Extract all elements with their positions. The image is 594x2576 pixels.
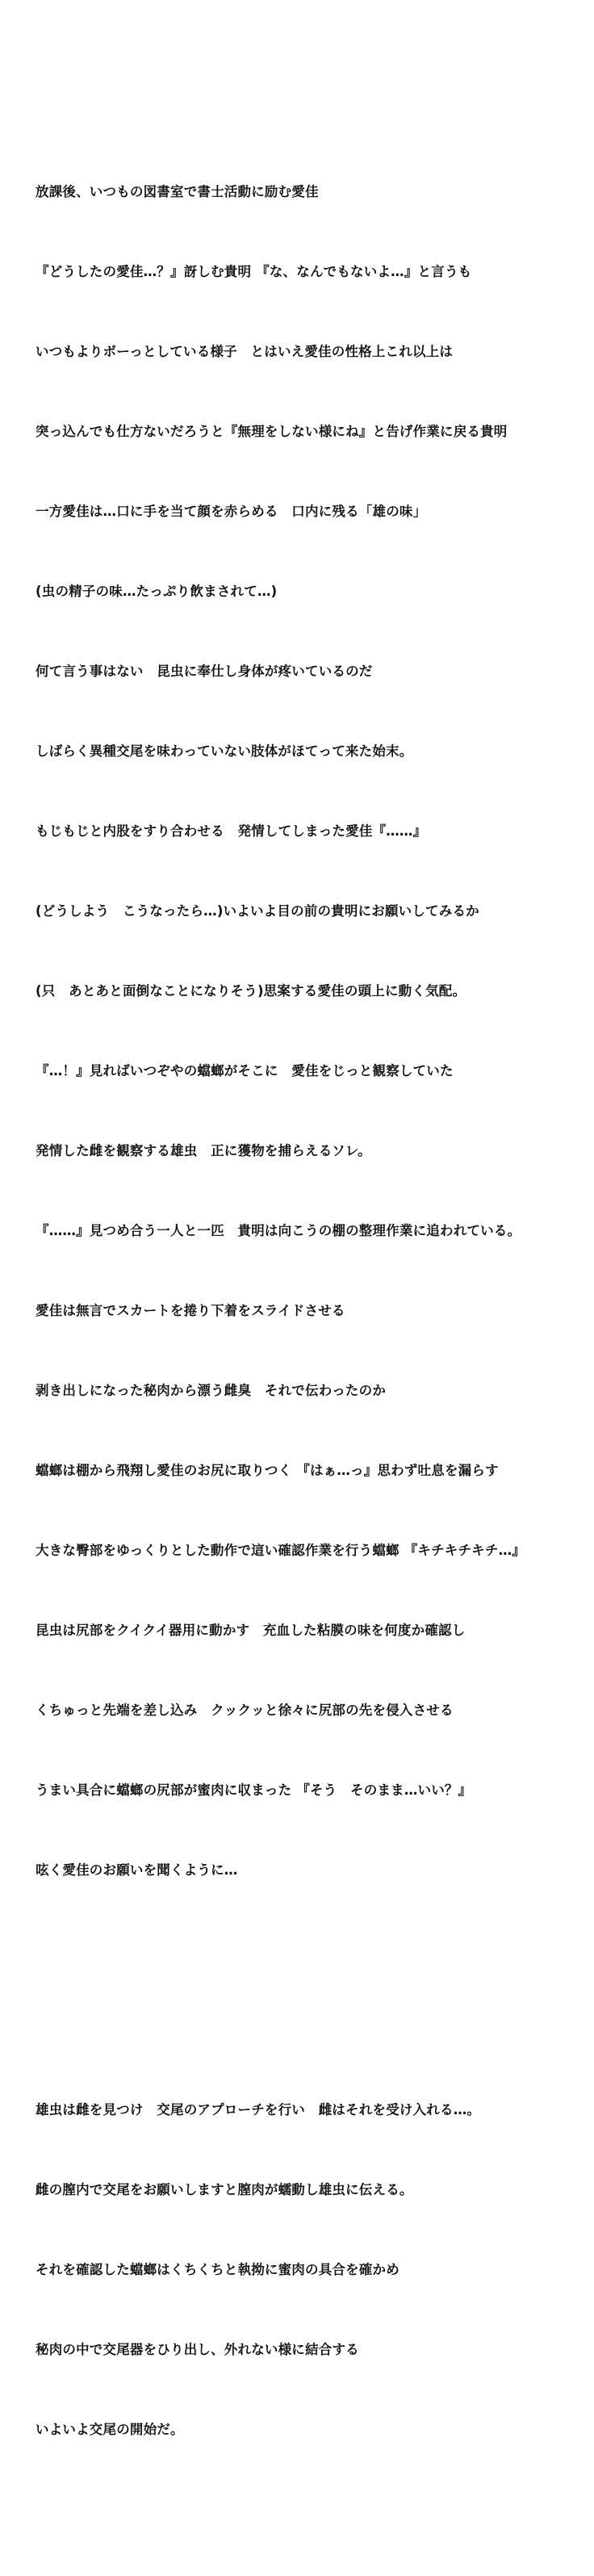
paragraph-1 bbox=[36, 125, 558, 1937]
text-line: 突っ込んでも仕方ないだろうと『無理をしない様にね』と告げ作業に戻る貴明 bbox=[36, 424, 508, 439]
text-line: (虫の精子の味…たっぷり飲まされて…) bbox=[36, 584, 278, 599]
text-line: 雌の膣内で交尾をお願いしますと膣肉が蠕動し雄虫に伝える。 bbox=[36, 2182, 413, 2197]
text-line: くちゅっと先端を差し込み クックッと徐々に尻部の先を侵入させる bbox=[36, 1703, 454, 1718]
text-line: いよいよ交尾の開始だ。 bbox=[36, 2422, 184, 2437]
text-line: 昆虫は尻部をクイクイ器用に動かす 充血した粘膜の味を何度か確認し bbox=[36, 1623, 466, 1638]
text-line: 蟷螂は棚から飛翔し愛佳のお尻に取りつく 『はぁ…っ』思わず吐息を漏らす bbox=[36, 1463, 499, 1478]
text-line: それを確認した蟷螂はくちくちと執拗に蜜肉の具合を確かめ bbox=[36, 2262, 399, 2277]
text-line: もじもじと内股をすり合わせる 発情してしまった愛佳『……』 bbox=[36, 823, 427, 839]
text-line: 『…！』見ればいつぞやの蟷螂がそこに 愛佳をじっと観察していた bbox=[36, 1063, 454, 1079]
text-line: いつもよりボーっとしている様子 とはいえ愛佳の性格上これ以上は bbox=[36, 344, 454, 359]
text-line: 放課後、いつもの図書室で書士活動に励む愛佳 bbox=[36, 184, 319, 199]
text-line: 『どうしたの愛佳…？』訝しむ貴明 『な、なんでもないよ…』と言うも bbox=[36, 264, 472, 279]
text-line: 『……』見つめ合う一人と一匹 貴明は向こうの棚の整理作業に追われている。 bbox=[36, 1223, 521, 1238]
text-line: (只 あとあと面倒なことになりそう)思案する愛佳の頭上に動く気配。 bbox=[36, 983, 466, 999]
text-line: (どうしよう こうなったら…)いよいよ目の前の貴明にお願いしてみるか bbox=[36, 903, 479, 919]
text-line: 大きな臀部をゆっくりとした動作で這い確認作業を行う蟷螂 『キチキチキチ…』 bbox=[36, 1543, 525, 1558]
text-line: うまい具合に蟷螂の尻部が蜜肉に収まった 『そう そのまま…いい？』 bbox=[36, 1782, 472, 1798]
text-line: 雄虫は雌を見つけ 交尾のアプローチを行い 雌はそれを受け入れる…。 bbox=[36, 2102, 481, 2117]
document-text bbox=[36, 45, 558, 2576]
text-line: しばらく異種交尾を味わっていない肢体がほてって来た始末。 bbox=[36, 743, 413, 759]
text-line: 呟く愛佳のお願いを聞くように… bbox=[36, 1862, 238, 1878]
text-line: 愛佳は無言でスカートを捲り下着をスライドさせる bbox=[36, 1303, 345, 1318]
paragraph-2 bbox=[36, 2043, 558, 2496]
text-line: 発情した雌を観察する雄虫 正に獲物を捕らえるソレ。 bbox=[36, 1143, 371, 1158]
text-line: 何て言う事はない 昆虫に奉仕し身体が疼いているのだ bbox=[36, 664, 373, 679]
text-line: 秘肉の中で交尾器をひり出し、外れない様に結合する bbox=[36, 2342, 359, 2357]
text-line: 剥き出しになった秘肉から漂う雌臭 それで伝わったのか bbox=[36, 1383, 387, 1398]
text-line: 一方愛佳は…口に手を当て顔を赤らめる 口内に残る「雄の味」 bbox=[36, 504, 427, 519]
